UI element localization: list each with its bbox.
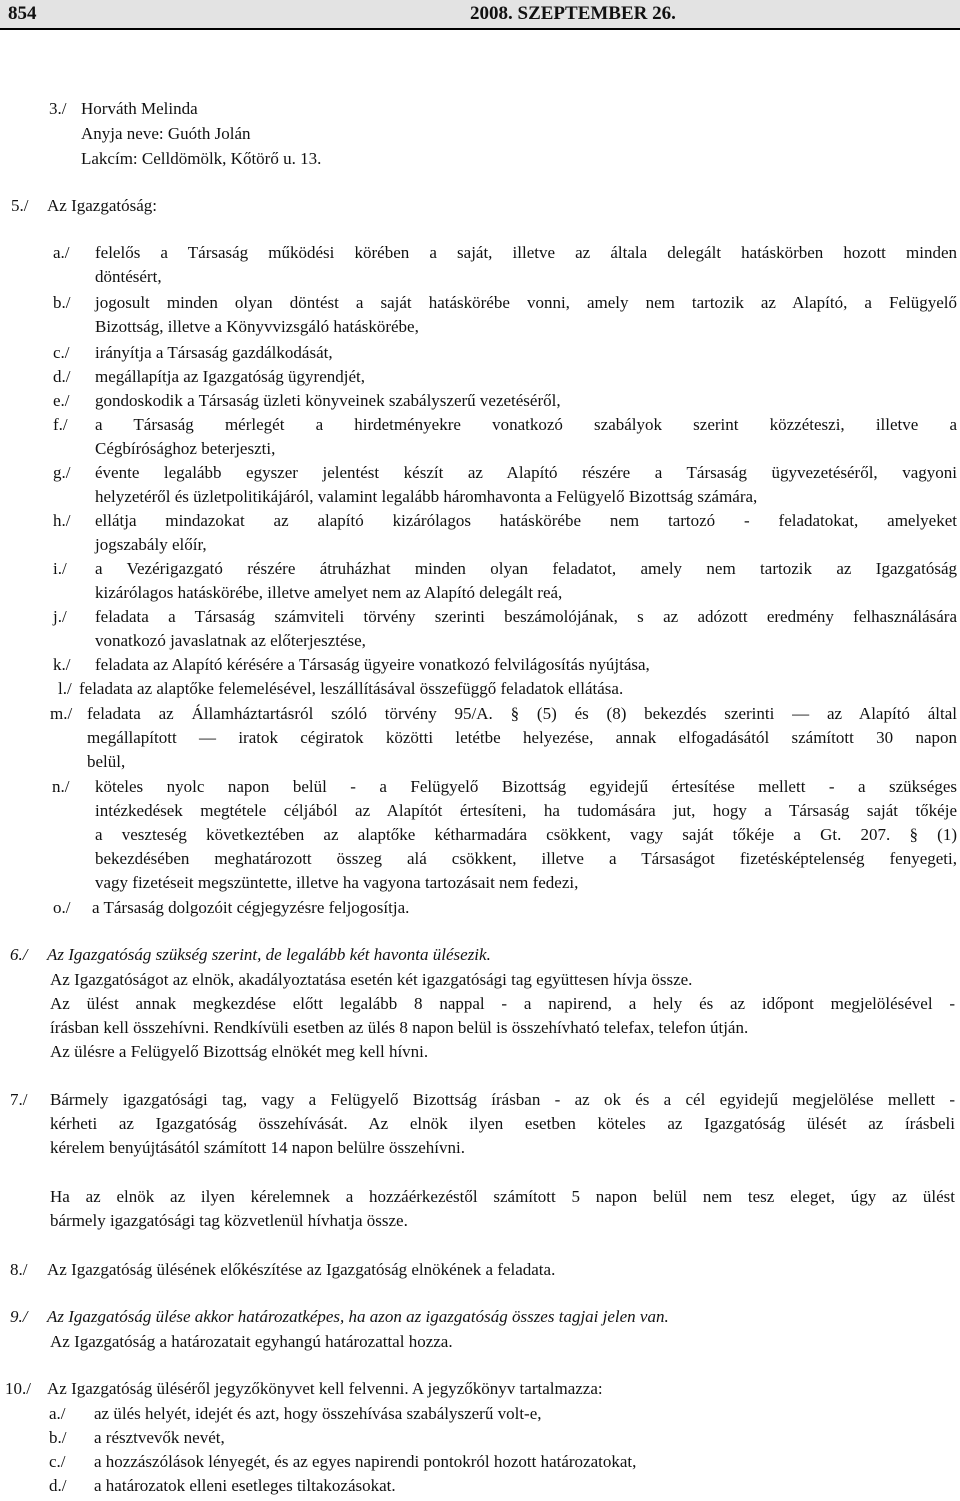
item-label: k./	[53, 655, 71, 674]
item-label: n./	[52, 777, 70, 796]
section-number: 6./	[10, 945, 28, 964]
item-label: m./	[50, 704, 73, 723]
section-text	[50, 968, 955, 1064]
section-title: Az Igazgatóság szükség szerint, de legalább két havonta ülésezik.	[47, 945, 491, 964]
item-text	[95, 413, 957, 461]
item-text: a Társaság dolgozóit cégjegyzésre feljogosítja.	[92, 898, 410, 917]
section-title: Az Igazgatóság üléséről jegyzőkönyvet kell felvenni. A jegyzőkönyv tartalmazza:	[47, 1379, 603, 1398]
header-date: 2008. SZEPTEMBER 26.	[470, 3, 676, 24]
text-line: köteles nyolc napon belül - a Felügyelő Bizottság egyidejű értesítése mellett - a szükséges	[95, 777, 957, 796]
item-label: o./	[53, 898, 71, 917]
text-line: Bármely igazgatósági tag, vagy a Felügyelő Bizottság írásban - az ok és a cél egyidejű megjelölése mellett -	[50, 1090, 955, 1109]
text-line: bármely igazgatósági tag közvetlenül hívhatja össze.	[50, 1211, 408, 1230]
item-text: feladata az alaptőke felemelésével, leszállításával összefüggő feladatok ellátása.	[79, 679, 624, 698]
item-label: a./	[49, 1404, 66, 1423]
text-line: vagy fizetéseit megszüntette, illetve ha vagyona tartozásait nem fedezi,	[95, 873, 579, 892]
item-label: c./	[49, 1452, 66, 1471]
text-line: feladata a Társaság számviteli törvény szerinti beszámolójának, s az adózott eredmény felhasználására	[95, 607, 957, 626]
section-text: Az Igazgatóság ülésének előkészítése az Igazgatóság elnökének a feladata.	[47, 1260, 556, 1279]
item-text: feladata az Alapító kérésére a Társaság ügyeire vonatkozó felvilágosítás nyújtása,	[95, 655, 650, 674]
item-text	[95, 775, 957, 895]
text-line: évente legalább egyszer jelentést készít az Alapító részére a Társaság ügyvezetéséről, vagyoni	[95, 463, 957, 482]
text-line: Az ülést annak megkezdése előtt legalább 8 nappal - a napirend, a hely és az időpont megjelölésével -	[50, 994, 955, 1013]
text-line: megállapított — iratok cégiratok közötti letétbe helyezése, annak elfogadásától számított 30 napon	[87, 728, 957, 747]
section-text: Az Igazgatóság a határozatait egyhangú határozattal hozza.	[50, 1332, 453, 1351]
page-number: 854	[8, 3, 37, 24]
item-label: i./	[53, 559, 67, 578]
text-line: kérelem benyújtásától számított 14 napon belülre összehívni.	[50, 1138, 465, 1157]
text-line: feladata az Államháztartásról szóló törvény 95/A. § (5) és (8) bekezdés szerinti — az Alapító által	[87, 704, 957, 723]
item-text	[95, 461, 957, 509]
text-line: bekezdésében meghatározott összeg alá csökkent, illetve a Társaságot fizetésképtelenség fenyegeti,	[95, 849, 957, 868]
address: Lakcím: Celldömölk, Kőtörő u. 13.	[81, 149, 322, 168]
item-text: az ülés helyét, idejét és azt, hogy összehívása szabályszerű volt-e,	[94, 1404, 542, 1423]
text-line: Az Igazgatóságot az elnök, akadályoztatása esetén két igazgatósági tag együttesen hívja össze.	[50, 970, 693, 989]
item-label: d./	[49, 1476, 67, 1495]
text-line: írásban kell összehívni. Rendkívüli esetben az ülés 8 napon belül is összehívható telefax, telefon útján.	[50, 1018, 749, 1037]
text-line: döntésért,	[95, 267, 162, 286]
text-line: a veszteség következtében az alaptőke kétharmadára csökkent, vagy saját tőkéje a Gt. 207. § (1)	[95, 825, 957, 844]
section-number: 10./	[5, 1379, 31, 1398]
item-text	[95, 241, 957, 289]
item-label: h./	[53, 511, 71, 530]
item-text	[95, 291, 957, 339]
item-label: d./	[53, 367, 71, 386]
section-title: Az Igazgatóság:	[47, 196, 157, 215]
section-number: 7./	[10, 1090, 28, 1109]
item-text	[87, 702, 957, 774]
item-label: j./	[53, 607, 67, 626]
item-text	[95, 605, 957, 653]
item-text: gondoskodik a Társaság üzleti könyveinek szabályszerű vezetéséről,	[95, 391, 561, 410]
section-title: Az Igazgatóság ülése akkor határozatképes, ha azon az igazgatóság összes tagjai jelen van.	[47, 1307, 669, 1326]
item-label: b./	[53, 293, 71, 312]
item-label: a./	[53, 243, 70, 262]
text-line: jogszabály előír,	[95, 535, 207, 554]
text-line: vonatkozó javaslatnak az előterjesztése,	[95, 631, 366, 650]
person-name: Horváth Melinda	[81, 99, 198, 118]
text-line: felelős a Társaság működési körében a saját, illetve az általa delegált hatáskörben hozott minden	[95, 243, 957, 262]
text-line: intézkedések megtétele céljából az Alapítót értesíteni, ha tudomására jut, hogy a Társaság saját tőkéje	[95, 801, 957, 820]
item-text: a résztvevők nevét,	[94, 1428, 225, 1447]
text-line: belül,	[87, 752, 126, 771]
page-header	[0, 0, 960, 30]
text-line: helyzetéről és üzletpolitikájáról, valamint legalább háromhavonta a Felügyelő Bizottság számára,	[95, 487, 758, 506]
section-number: 3./	[49, 99, 67, 118]
item-label: c./	[53, 343, 70, 362]
item-label: l./	[58, 679, 72, 698]
mother-name: Anyja neve: Guóth Jolán	[81, 124, 251, 143]
item-label: e./	[53, 391, 70, 410]
text-line: Bizottság, illetve a Könyvvizsgáló hatáskörébe,	[95, 317, 419, 336]
text-line: jogosult minden olyan döntést a saját hatáskörébe vonni, amely nem tartozik az Alapító, a Felügyelő	[95, 293, 957, 312]
text-line: a Társaság mérlegét a hirdetményekre vonatkozó szabályok szerint közzéteszi, illetve a	[95, 415, 957, 434]
item-text: megállapítja az Igazgatóság ügyrendjét,	[95, 367, 365, 386]
item-label: g./	[53, 463, 71, 482]
item-label: f./	[53, 415, 68, 434]
section-number: 5./	[11, 196, 29, 215]
item-label: b./	[49, 1428, 67, 1447]
text-line: ellátja mindazokat az alapító kizárólagos hatáskörébe nem tartozó - feladatokat, amelyeket	[95, 511, 957, 530]
text-line: Az ülésre a Felügyelő Bizottság elnökét meg kell hívni.	[50, 1042, 429, 1061]
item-text: a határozatok elleni esetleges tiltakozásokat.	[94, 1476, 396, 1495]
section-text	[50, 1088, 955, 1160]
text-line: kérheti az Igazgatóság összehívását. Az elnök ilyen esetben köteles az Igazgatóság ülését az írásbeli	[50, 1114, 955, 1133]
item-text: irányítja a Társaság gazdálkodását,	[95, 343, 333, 362]
text-line: kizárólagos hatáskörébe, illetve amelyet nem az Alapító delegált reá,	[95, 583, 563, 602]
item-text: a hozzászólások lényegét, és az egyes napirendi pontokról hozott határozatokat,	[94, 1452, 637, 1471]
text-line: a Vezérigazgató részére átruházhat minden olyan feladatot, amely nem tartozik az Igazgatóság	[95, 559, 957, 578]
text-line: Cégbírósághoz beterjeszti,	[95, 439, 276, 458]
section-paragraph	[50, 1185, 955, 1233]
text-line: Ha az elnök az ilyen kérelemnek a hozzáérkezéstől számított 5 napon belül nem tesz eleget, úgy az ülést	[50, 1187, 955, 1206]
section-number: 8./	[10, 1260, 28, 1279]
section-number: 9./	[10, 1307, 28, 1326]
item-text	[95, 557, 957, 605]
item-text	[95, 509, 957, 557]
